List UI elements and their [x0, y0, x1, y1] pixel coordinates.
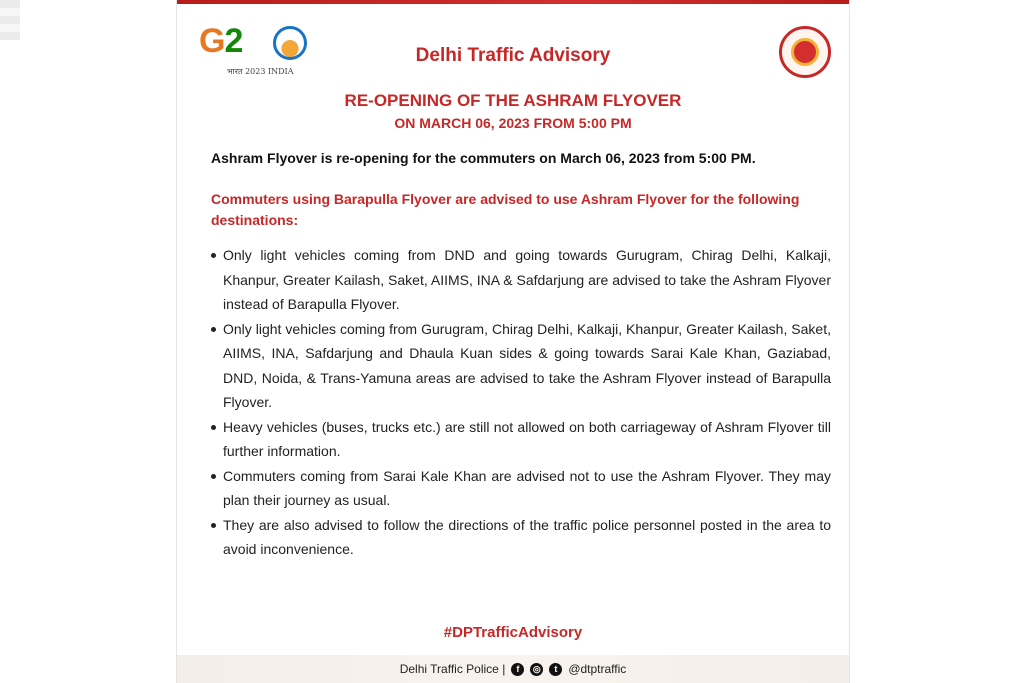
facebook-icon: f: [511, 663, 524, 676]
instagram-icon: ◎: [530, 663, 543, 676]
g20-letter-g: G: [199, 22, 225, 60]
list-item: Heavy vehicles (buses, trucks etc.) are still not allowed on both carriageway of Ashram Flyover till further information.: [211, 415, 831, 464]
list-item: Only light vehicles coming from Gurugram, Chirag Delhi, Kalkaji, Khanpur, Greater Kailash, Saket, AIIMS, INA, Safdarjung and Dhaula Kuan sides & going towards Sarai Kale Khan, Gaziabad, DND, Noida, & Trans-Yamuna areas are advised to take the Ashram Flyover instead of Barapulla Flyover.: [211, 317, 831, 415]
background-corner-decoration: [0, 0, 20, 40]
list-item: Commuters coming from Sarai Kale Khan are advised not to use the Ashram Flyover. They may plan their journey as usual.: [211, 464, 831, 513]
advisory-poster: [176, 0, 850, 683]
g20-digit-2: 2: [224, 22, 243, 60]
notice-paragraph: Commuters using Barapulla Flyover are advised to use Ashram Flyover for the following destinations:: [211, 191, 800, 228]
list-item: Only light vehicles coming from DND and going towards Gurugram, Chirag Delhi, Kalkaji, Khanpur, Greater Kailash, Saket, AIIMS, INA & Safdarjung are advised to take the Ashram Flyover instead of Barapulla Flyover.: [211, 243, 831, 317]
footer-handle: @dtptraffic: [568, 662, 627, 676]
advisory-title: Delhi Traffic Advisory: [415, 45, 611, 66]
top-red-bar: [177, 0, 849, 4]
footer-org: Delhi Traffic Police |: [399, 662, 506, 676]
list-item: They are also advised to follow the directions of the traffic police personnel posted in the area to avoid inconvenience.: [211, 513, 831, 562]
sub-title: ON MARCH 06, 2023 FROM 5:00 PM: [394, 115, 632, 131]
hashtag: #DPTrafficAdvisory: [443, 624, 583, 641]
intro-paragraph: Ashram Flyover is re-opening for the commuters on March 06, 2023 from 5:00 PM.: [211, 150, 756, 166]
footer: [177, 655, 849, 683]
main-title: RE-OPENING OF THE ASHRAM FLYOVER: [344, 91, 682, 110]
g20-tagline: भारत 2023 INDIA: [227, 67, 294, 76]
twitter-icon: t: [549, 663, 562, 676]
advisory-list: [211, 243, 831, 562]
